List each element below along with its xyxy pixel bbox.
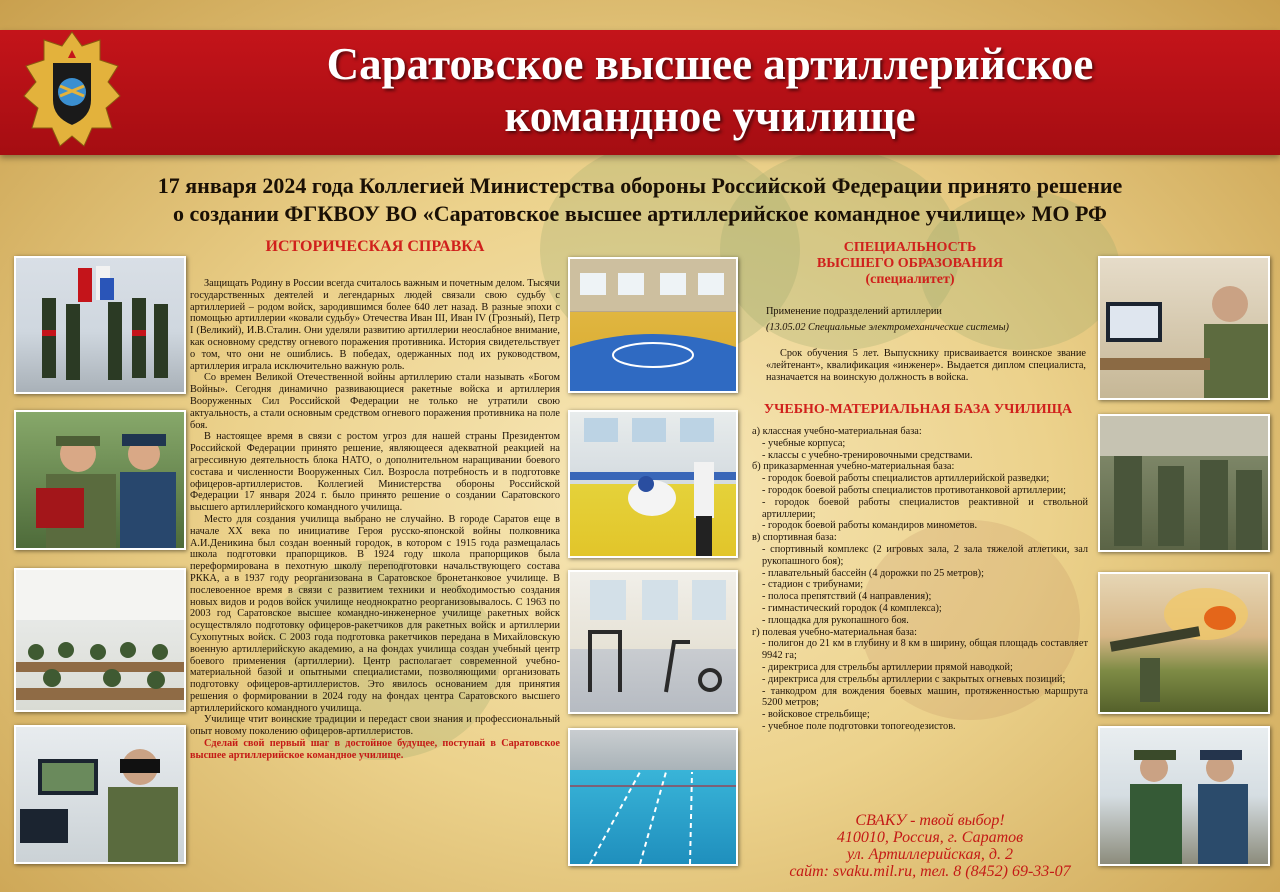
history-paragraph-4: Место для создания училища выбрано не случайно. В городе Саратов еще в начале XX века по инициативе Героя русско-японской войны полковника А.И.Деникина был создан военный городок, в котором с 1915 года размещалась школа подготовки прапорщиков. В 1924 году школа прапорщиков была переформирована в пехотную школу переподготовки начальствующего состава РККА, а в 1937 году реорганизована в Саратовское бронетанковое училище. В послевоенное время в связи с развитием техники и необходимостью создания новых видов и родов войск училище неоднократно реорганизовывалось. С 1963 по 2003 год Саратовское высшее командно-инженерное училище ракетных войск осуществляло подготовку офицеров-ракетчиков для ракетных войск и артиллерии Сухопутных войск. С 2003 года подготовка ракетчиков передана в Михайловскую военную артиллерийскую академию, а на фондах училища создан учебный центр боевого применения (артиллерии). Центр располагает современной учебно-материальной базой и опытными специалистами, позволяющими организовать подготовку офицеров-артиллеристов. Это явилось основанием для принятия решения о формировании в 2024 году на фондах центра Саратовского высшего артиллерийского командного училища. (190, 513, 560, 714)
call-to-action: Сделай свой первый шаг в достойное будущее, поступай в Саратовское высшее артиллерийское командное училище. (190, 738, 560, 761)
specialty-heading-line-1: СПЕЦИАЛЬНОСТЬ (843, 240, 977, 255)
base-item: - площадка для рукопашного боя. (762, 614, 909, 626)
specialty-description (766, 348, 1086, 383)
contact-footer (760, 812, 1100, 880)
photo-artillery-firing (1098, 572, 1270, 714)
base-item: а) классная учебно-материальная база: (752, 426, 922, 437)
history-text (190, 278, 560, 762)
base-item: - полигон до 21 км в глубину и 8 км в ширину, общая площадь составляет 9942 га; (762, 638, 1088, 662)
history-paragraph-1: Защищать Родину в России всегда считалось важным и почетным делом. Тысячи государственных деятелей и легендарных людей связали свою судьбу с артиллерией – родом войск, зародившимся более 640 лет назад. В разные эпохи с помощью артиллерии «ковали судьбу» Отечества Иван III, Иван IV (Грозный), Петр I (Великий), И.В.Сталин. Они уделяли развитию артиллерии неослабное внимание, как основному средству огневого поражения противника. История свидетельствует о том, что они не ошиблись. В победах, одержанных под их руководством, артиллерия играла исключительно важную роль. (190, 278, 560, 372)
specialty-heading (780, 240, 1040, 288)
specialty-heading-line-2: ВЫСШЕГО ОБРАЗОВАНИЯ (816, 256, 1004, 271)
base-item: г) полевая учебно-материальная база: (752, 626, 917, 638)
base-item: б) приказарменная учебно-материальная база: (752, 461, 955, 473)
base-item: - городок боевой работы специалистов противотанковой артиллерии; (762, 484, 1066, 496)
base-item: - танкодром для вождения боевых машин, протяженностью маршрута 5200 метров; (762, 685, 1088, 709)
photo-award-ceremony (1098, 726, 1270, 866)
specialty-heading-line-3: (специалитет) (865, 272, 955, 287)
base-item: - стадион с трибунами; (762, 579, 864, 591)
page-title (160, 38, 1260, 142)
photo-gym (568, 570, 738, 714)
decree-heading (20, 172, 1260, 228)
address-line-1: 410010, Россия, г. Саратов (836, 829, 1024, 846)
emblem-icon (22, 30, 122, 155)
photo-vr-training (14, 725, 186, 864)
base-item: - городок боевой работы специалистов артиллерийской разведки; (762, 473, 1050, 485)
base-item: - учебные корпуса; (762, 437, 846, 449)
base-item: - классы с учебно-тренировочными средствами. (762, 449, 973, 461)
base-item: - городок боевой работы специалистов реактивной и ствольной артиллерии; (762, 496, 1088, 520)
title-line-2: командное училище (504, 91, 916, 141)
base-list (752, 426, 1088, 733)
base-item: - войсковое стрельбище; (762, 709, 870, 721)
base-heading: УЧЕБНО-МАТЕРИАЛЬНАЯ БАЗА УЧИЛИЩА (763, 402, 1073, 417)
decree-line-2: о создании ФГКВОУ ВО «Саратовское высшее артиллерийское командное училище» МО РФ (173, 201, 1107, 226)
decree-line-1: 17 января 2024 года Коллегией Министерства обороны Российской Федерации принято решение (157, 173, 1123, 198)
base-item: - спортивный комплекс (2 игровых зала, 2 зала тяжелой атлетики, зал рукопашного боя); (762, 543, 1088, 567)
specialty-description-text: Срок обучения 5 лет. Выпускнику присваивается воинское звание «лейтенант», квалификация «инженер». Выдается диплом специалиста, назначается на воинскую должность в войска. (766, 348, 1086, 383)
base-item: - гимнастический городок (4 комплекса); (762, 602, 942, 614)
photo-computer-class (1098, 256, 1270, 400)
photo-sports-hall (568, 257, 738, 393)
address-line-2: ул. Артиллерийская, д. 2 (847, 846, 1013, 863)
history-heading: ИСТОРИЧЕСКАЯ СПРАВКА (265, 238, 485, 255)
title-line-1: Саратовское высшее артиллерийское (326, 39, 1094, 89)
photo-field-exercises (1098, 414, 1270, 552)
history-paragraph-2: Со времен Великой Отечественной войны артиллерию стали называть «Богом Войны». Сегодня динамично развивающиеся ракетные войска и артиллерия Вооруженных Сил Российской Федерации не только не утратили свою актуальность, а стали основным средством огневого поражения противника на поле боя. (190, 372, 560, 431)
base-item: в) спортивная база: (752, 532, 837, 544)
photo-honor-guard (14, 256, 186, 394)
photo-martial-arts (568, 410, 738, 558)
photo-oath (14, 410, 186, 550)
base-item: - директриса для стрельбы артиллерии прямой наводкой; (762, 661, 1013, 673)
photo-classroom (14, 568, 186, 712)
base-item: - плавательный бассейн (4 дорожки по 25 метров); (762, 567, 984, 579)
history-paragraph-5: Училище чтит воинские традиции и передаст свои знания и профессиональный опыт новому поколению офицеров-артиллеристов. (190, 714, 560, 738)
photo-swimming-pool (568, 728, 738, 866)
specialty-code: (13.05.02 Специальные электромеханические системы) (766, 322, 1009, 333)
contacts: сайт: svaku.mil.ru, тел. 8 (8452) 69-33-07 (789, 863, 1071, 880)
base-item: - городок боевой работы командиров минометов. (762, 520, 978, 532)
base-item: - учебное поле подготовки топогеодезистов. (762, 720, 956, 732)
base-item: - директриса для стрельбы артиллерии с закрытых огневых позиций; (762, 673, 1066, 685)
slogan: СВАКУ - твой выбор! (855, 812, 1005, 829)
history-paragraph-3: В настоящее время в связи с ростом угроз для нашей страны Президентом Российской Федерации принято решение, являющееся адекватной реакцией на агрессивную деятельность блока НАТО, о дополнительном наращивании боевого состава и численности Вооруженных Сил. Возросла потребность и в подготовке офицеров-артиллеристов. Коллегией Министерства обороны Российской Федерации 17 января 2024 г. было принято решение о создании Саратовского высшего артиллерийского командного училища. (190, 431, 560, 514)
specialty-name: Применение подразделений артиллерии (766, 306, 942, 317)
base-item: - полоса препятствий (4 направления); (762, 591, 932, 603)
